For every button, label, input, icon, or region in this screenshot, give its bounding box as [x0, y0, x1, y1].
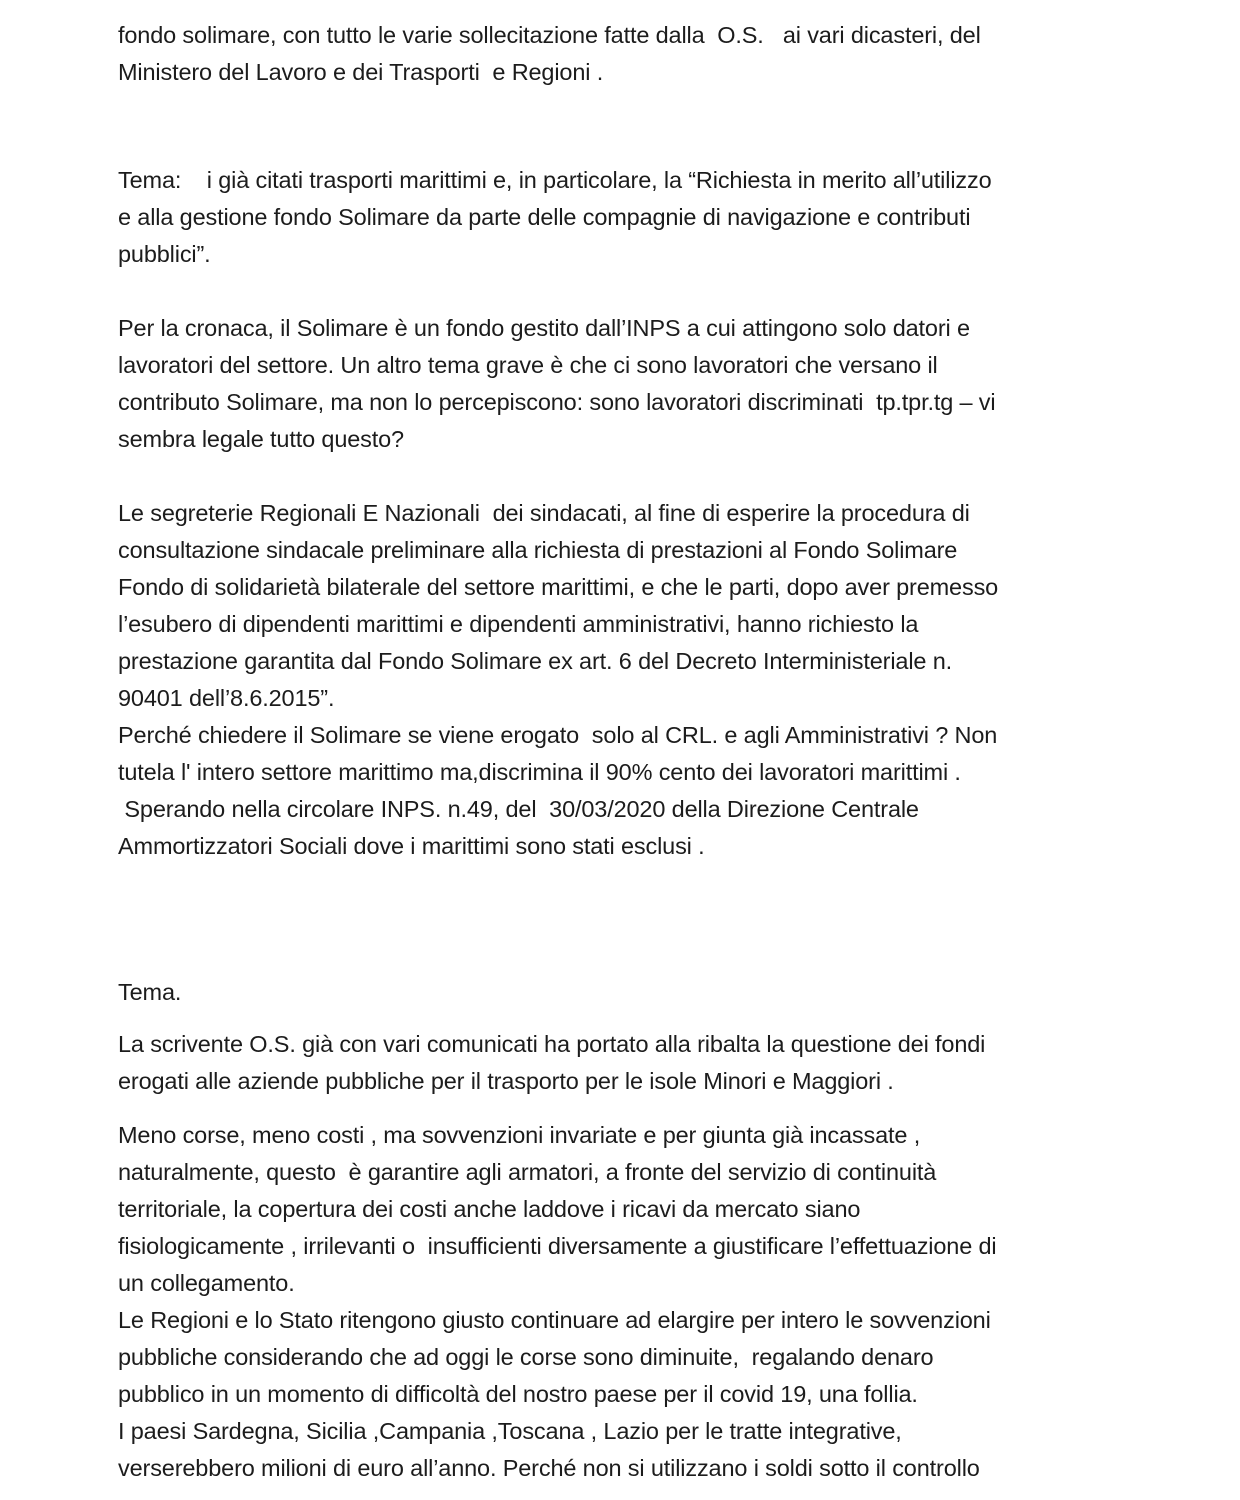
text-line: Tema.: [118, 979, 182, 1005]
text-line: Per la cronaca, il Solimare è un fondo gestito dall’INPS a cui attingono solo datori e: [118, 315, 970, 341]
text-line: Perché chiedere il Solimare se viene erogato solo al CRL. e agli Amministrativi ? Non: [118, 722, 998, 748]
text-line: Fondo di solidarietà bilaterale del settore marittimi, e che le parti, dopo aver premesso: [118, 574, 999, 600]
text-line: lavoratori del settore. Un altro tema grave è che ci sono lavoratori che versano il: [118, 352, 938, 378]
text-line: Sperando nella circolare INPS. n.49, del 30/03/2020 della Direzione Centrale: [118, 796, 919, 822]
text-line: fisiologicamente , irrilevanti o insufficienti diversamente a giustificare l’effettuazione di: [118, 1233, 997, 1259]
text-line: Tema: i già citati trasporti marittimi e, in particolare, la “Richiesta in merito all’utilizzo: [118, 167, 992, 193]
text-line: l’esubero di dipendenti marittimi e dipendenti amministrativi, hanno richiesto la: [118, 611, 919, 637]
text-line: Le segreterie Regionali E Nazionali dei sindacati, al fine di esperire la procedura di: [118, 500, 970, 526]
text-line: pubblico in un momento di difficoltà del nostro paese per il covid 19, una follia.: [118, 1381, 918, 1407]
text-line: erogati alle aziende pubbliche per il trasporto per le isole Minori e Maggiori .: [118, 1068, 894, 1094]
text-line: pubbliche considerando che ad oggi le corse sono diminuite, regalando denaro: [118, 1344, 934, 1370]
text-line: verserebbero milioni di euro all’anno. Perché non si utilizzano i soldi sotto il controllo: [118, 1455, 980, 1481]
text-line: consultazione sindacale preliminare alla richiesta di prestazioni al Fondo Solimare: [118, 537, 958, 563]
text-line: Le Regioni e lo Stato ritengono giusto continuare ad elargire per intero le sovvenzioni: [118, 1307, 991, 1333]
text-line: sembra legale tutto questo?: [118, 426, 404, 452]
text-line: fondo solimare, con tutto le varie sollecitazione fatte dalla O.S. ai vari dicasteri, del: [118, 22, 981, 48]
text-line: territoriale, la copertura dei costi anche laddove i ricavi da mercato siano: [118, 1196, 861, 1222]
text-line: 90401 dell’8.6.2015”.: [118, 685, 335, 711]
text-line: un collegamento.: [118, 1270, 295, 1296]
text-line: naturalmente, questo è garantire agli armatori, a fronte del servizio di continuità: [118, 1159, 937, 1185]
text-line: Ammortizzatori Sociali dove i marittimi sono stati esclusi .: [118, 833, 705, 859]
text-line: La scrivente O.S. già con vari comunicati ha portato alla ribalta la questione dei fondi: [118, 1031, 986, 1057]
text-line: Ministero del Lavoro e dei Trasporti e Regioni .: [118, 59, 604, 85]
text-line: pubblici”.: [118, 241, 211, 267]
text-line: I paesi Sardegna, Sicilia ,Campania ,Toscana , Lazio per le tratte integrative,: [118, 1418, 902, 1444]
text-line: contributo Solimare, ma non lo percepiscono: sono lavoratori discriminati tp.tpr.tg – vi: [118, 389, 996, 415]
text-line: tutela l' intero settore marittimo ma,discrimina il 90% cento dei lavoratori marittimi .: [118, 759, 961, 785]
text-line: prestazione garantita dal Fondo Solimare ex art. 6 del Decreto Interministeriale n.: [118, 648, 952, 674]
text-line: e alla gestione fondo Solimare da parte delle compagnie di navigazione e contributi: [118, 204, 971, 230]
text-line: Meno corse, meno costi , ma sovvenzioni invariate e per giunta già incassate ,: [118, 1122, 921, 1148]
